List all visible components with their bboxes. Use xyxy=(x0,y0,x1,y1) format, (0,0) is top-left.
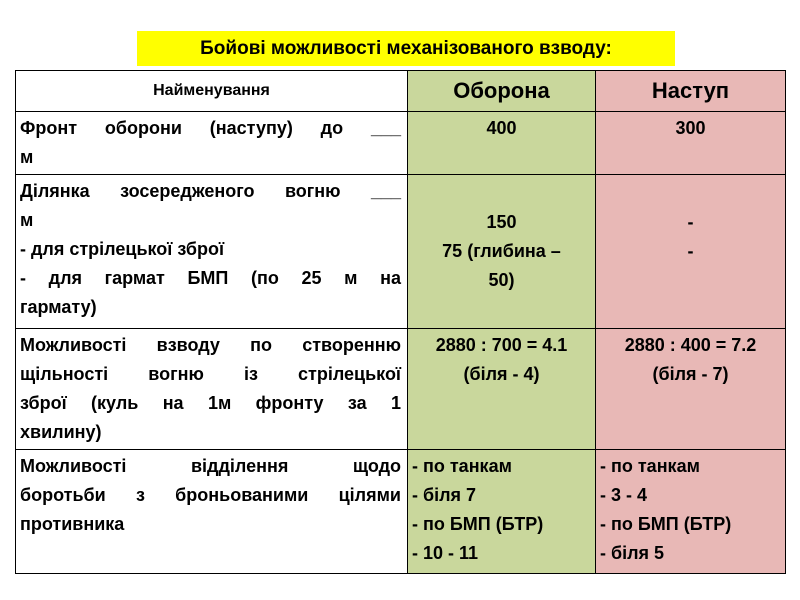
defense-cell xyxy=(408,112,596,175)
offense-cell xyxy=(596,175,786,329)
offense-cell xyxy=(596,450,786,574)
slide-title: Бойові можливості механізованого взводу: xyxy=(137,31,675,66)
table-row xyxy=(16,329,786,450)
row-name-line: Можливості взводу по створенню xyxy=(20,335,401,355)
defense-value: - по БМП (БТР) xyxy=(412,514,544,534)
offense-cell xyxy=(596,329,786,450)
defense-value: 400 xyxy=(486,118,517,138)
header-row xyxy=(16,71,786,112)
row-name-line: - для стрілецької зброї xyxy=(20,239,225,259)
offense-cell xyxy=(596,112,786,175)
defense-value: - біля 7 xyxy=(412,485,477,505)
defense-value: - по танкам xyxy=(412,456,512,476)
row-name-line: - для гармат БМП (по 25 м на xyxy=(20,268,401,288)
row-name-line: Можливості відділення щодо xyxy=(20,456,401,476)
row-name-line: гармату) xyxy=(20,297,97,317)
offense-value: - xyxy=(687,212,694,232)
row-name-line: м xyxy=(20,147,34,167)
row-name-line: м xyxy=(20,210,34,230)
offense-value: 2880 : 400 = 7.2 xyxy=(624,335,757,355)
offense-value: - по БМП (БТР) xyxy=(600,514,732,534)
row-name-cell xyxy=(16,112,408,175)
defense-value: - 10 - 11 xyxy=(412,543,479,563)
defense-cell xyxy=(408,175,596,329)
table-row xyxy=(16,450,786,574)
defense-value: (біля - 4) xyxy=(463,364,540,384)
capabilities-table xyxy=(15,70,786,574)
row-name-cell xyxy=(16,175,408,329)
defense-value: 150 xyxy=(486,212,517,232)
row-name-line: противника xyxy=(20,514,125,534)
table-row xyxy=(16,112,786,175)
row-name-line: хвилину) xyxy=(20,422,102,442)
defense-value: 2880 : 700 = 4.1 xyxy=(435,335,568,355)
row-name-cell xyxy=(16,329,408,450)
row-name-line: Ділянка зосередженого вогню ___ xyxy=(20,181,401,201)
row-name-line: зброї (куль на 1м фронту за 1 xyxy=(20,393,401,413)
offense-value: - 3 - 4 xyxy=(600,485,648,505)
offense-value: - по танкам xyxy=(600,456,700,476)
row-name-line: щільності вогню із стрілецької xyxy=(20,364,401,384)
defense-value: 75 (глибина – xyxy=(442,241,561,261)
row-name-line: боротьби з броньованими цілями xyxy=(20,485,401,505)
row-name-cell xyxy=(16,450,408,574)
table-row xyxy=(16,175,786,329)
offense-value: - біля 5 xyxy=(600,543,665,563)
row-name-line: Фронт оборони (наступу) до ___ xyxy=(20,118,401,138)
defense-cell xyxy=(408,329,596,450)
offense-value: 300 xyxy=(675,118,706,138)
offense-value: - xyxy=(687,241,694,261)
defense-cell xyxy=(408,450,596,574)
offense-value: (біля - 7) xyxy=(652,364,729,384)
header-offense: Наступ xyxy=(596,71,786,112)
defense-value: 50) xyxy=(488,270,515,290)
header-name: Найменування xyxy=(16,71,408,112)
header-defense: Оборона xyxy=(408,71,596,112)
